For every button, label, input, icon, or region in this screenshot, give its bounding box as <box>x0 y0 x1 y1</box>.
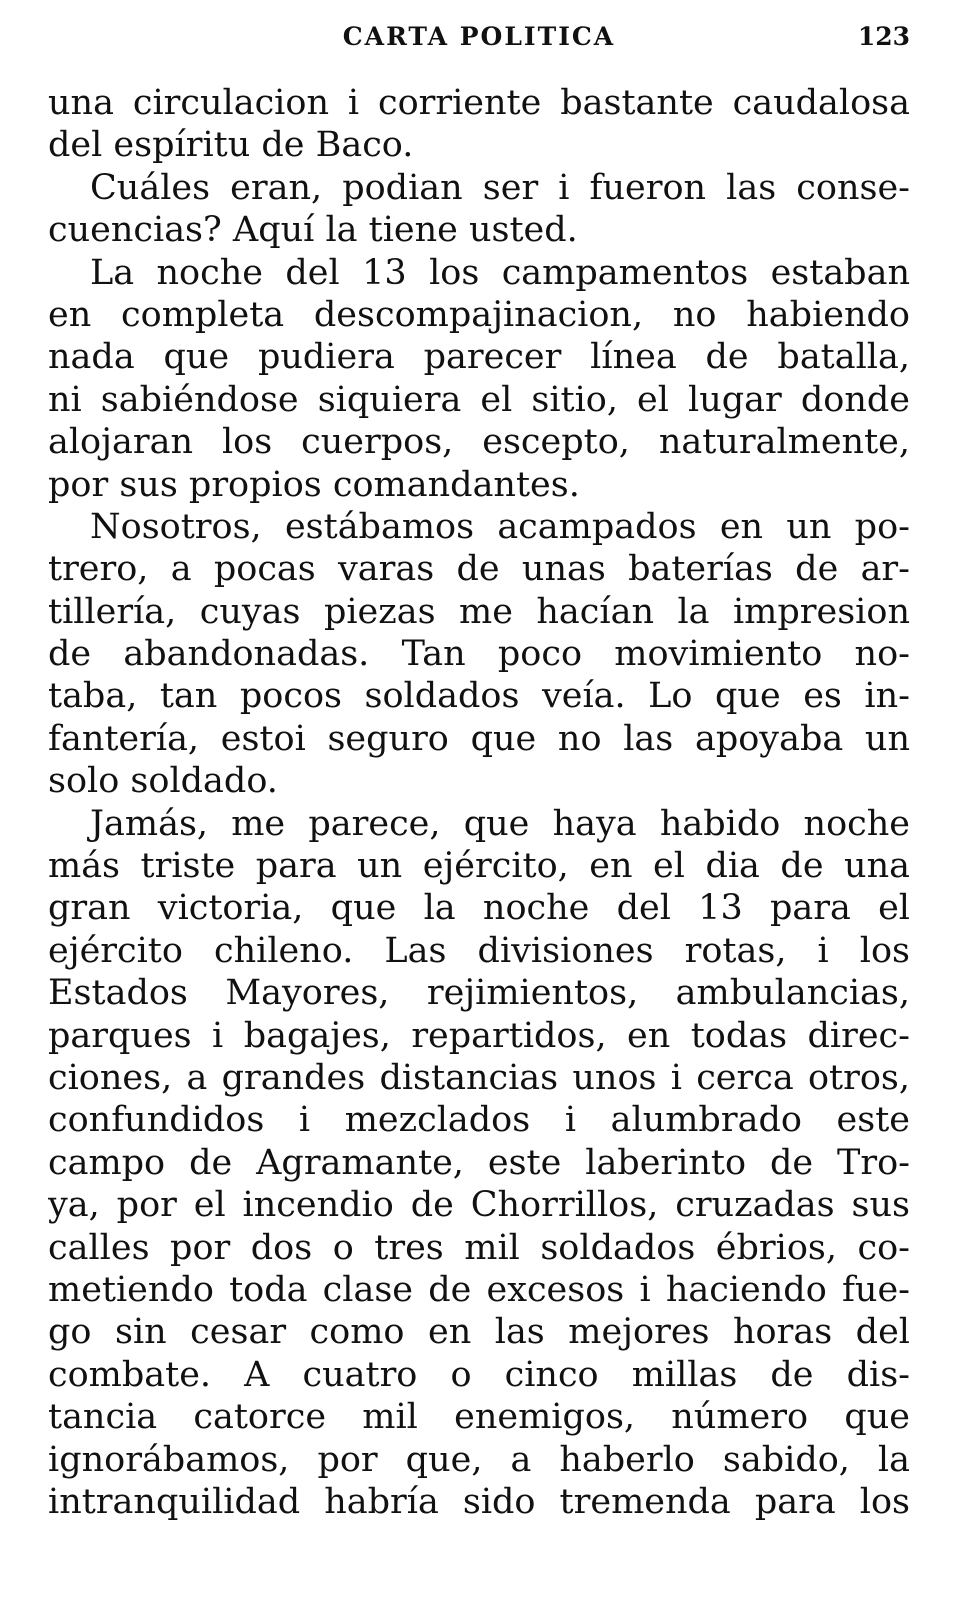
text-line: parques i bagajes, repartidos, en todas direc- <box>48 1015 910 1056</box>
text-line: ignorábamos, por que, a haberlo sabido, la <box>48 1439 910 1480</box>
page-number: 123 <box>857 22 910 51</box>
text-line: combate. A cuatro o cinco millas de dis- <box>48 1354 910 1395</box>
text-line: ejército chileno. Las divisiones rotas, i los <box>48 930 910 971</box>
text-line: metiendo toda clase de excesos i haciendo fue- <box>48 1269 910 1310</box>
text-line: taba, tan pocos soldados veía. Lo que es in- <box>48 676 910 717</box>
text-line: nada que pudiera parecer línea de batalla, <box>48 337 910 378</box>
text-line: ciones, a grandes distancias unos i cerca otros, <box>48 1057 910 1098</box>
text-line: trero, a pocas varas de unas baterías de ar- <box>48 549 910 590</box>
text-line: alojaran los cuerpos, escepto, naturalmente, <box>48 422 910 463</box>
paragraph <box>48 82 910 167</box>
text-line: por sus propios comandantes. <box>48 464 580 505</box>
text-line: de abandonadas. Tan poco movimiento no- <box>48 634 910 675</box>
text-line: campo de Agramante, este laberinto de Tro- <box>48 1142 910 1183</box>
text-line: gran victoria, que la noche del 13 para el <box>48 888 910 929</box>
text-line: del espíritu de Baco. <box>48 125 414 166</box>
page-header <box>48 22 910 58</box>
text-line: cuencias? Aquí la tiene usted. <box>48 210 578 251</box>
text-line: ni sabiéndose siquiera el sitio, el lugar donde <box>48 379 910 420</box>
text-line: solo soldado. <box>48 761 278 802</box>
text-line: intranquilidad habría sido tremenda para los <box>48 1481 910 1522</box>
text-line: fantería, estoi seguro que no las apoyaba un <box>48 718 910 759</box>
paragraph <box>48 167 910 252</box>
paragraph <box>48 252 910 506</box>
text-line: confundidos i mezclados i alumbrado este <box>48 1100 910 1141</box>
text-line: Cuáles eran, podian ser i fueron las conse- <box>90 167 910 208</box>
paragraph <box>48 803 910 1524</box>
text-line: Jamás, me parece, que haya habido noche <box>90 803 910 844</box>
text-line: Nosotros, estábamos acampados en un po- <box>90 506 910 547</box>
text-line: tillería, cuyas piezas me hacían la impresion <box>48 591 910 632</box>
text-line: una circulacion i corriente bastante caudalosa <box>48 83 910 123</box>
paragraph <box>48 506 910 803</box>
text-line: La noche del 13 los campamentos estaban <box>90 252 910 293</box>
body-text <box>48 82 910 1523</box>
text-line: en completa descompajinacion, no habiendo <box>48 294 910 335</box>
text-line: calles por dos o tres mil soldados ébrios, co- <box>48 1227 910 1268</box>
running-title: CARTA POLITICA <box>342 22 616 51</box>
text-line: ya, por el incendio de Chorrillos, cruzadas sus <box>48 1185 910 1226</box>
text-line: más triste para un ejército, en el dia de una <box>48 846 910 887</box>
text-line: go sin cesar como en las mejores horas del <box>48 1312 910 1353</box>
text-line: Estados Mayores, rejimientos, ambulancias, <box>48 973 910 1014</box>
text-line: tancia catorce mil enemigos, número que <box>48 1397 910 1438</box>
